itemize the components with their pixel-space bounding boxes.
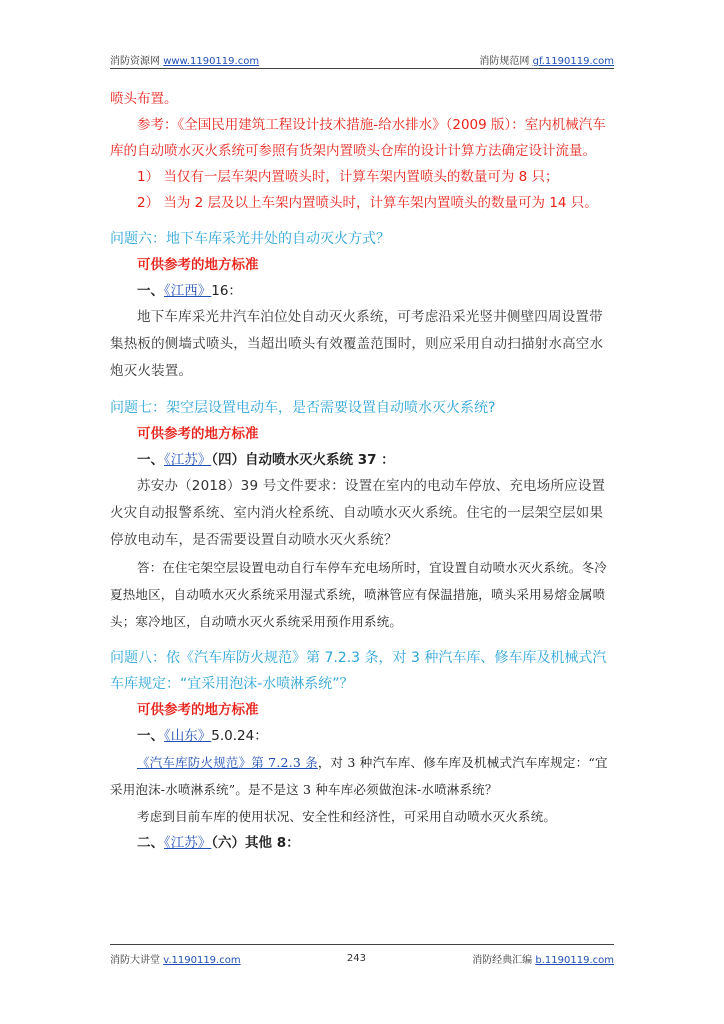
source-link-shandong[interactable]: 《山东》 [164,728,212,744]
question-6: 问题六：地下车库采光井处的自动灭火方式？ [110,231,390,247]
footer-right-link[interactable]: b.1190119.com [535,954,614,966]
question-8-body [110,749,616,803]
question-6-body: 地下车库采光井汽车泊位处自动灭火系统，可考虑沿采光竖井侧壁四周设置带集热板的侧墙式喷头，当超出喷头有效覆盖范围时，则应采用自动扫描射水高空水炮灭火装置。 [110,309,604,379]
page-footer [110,951,614,965]
source-link-jiangsu[interactable]: 《江苏》 [164,452,212,468]
footer-left [110,951,241,966]
question-7-standard: 可供参考的地方标准 [137,426,259,442]
source-prefix: 二、 [137,835,164,851]
question-7-body: 苏安办（2018）39 号文件要求：设置在室内的电动车停放、充电场所应设置火灾自动报警系统、室内消火栓系统、自动喷水灭火系统。住宅的一层架空层如果停放电动车，是否需要设置自动喷水灭火系统？ [110,478,606,548]
header-right-link[interactable]: gf.1190119.com [532,56,614,67]
footer-left-link[interactable]: v.1190119.com [163,954,241,966]
source-suffix: （六）其他 8： [211,835,300,851]
question-6-standard: 可供参考的地方标准 [137,257,259,273]
question-7-answer: 答：在住宅架空层设置电动自行车停车充电场所时，宜设置自动喷水灭火系统。冬冷夏热地区，自动喷水灭火系统采用湿式系统，喷淋管应有保温措施，喷头采用易熔金属喷头；寒冷地区，自动喷水灭火系统采用预作用系统。 [110,560,607,629]
question-8-body-text: ，对 3 种汽车库、修车库及机械式汽车库规定：“宜采用泡沫-水喷淋系统”。是不是这 3 种车库必须做泡沫-水喷淋系统？ [110,755,608,797]
header-left-link[interactable]: www.1190119.com [163,56,260,67]
header-left [110,52,259,66]
source-suffix: （四）自动喷水灭火系统 37 ： [211,452,395,468]
question-7: 问题七：架空层设置电动车，是否需要设置自动喷水灭火系统? [110,400,496,416]
regulation-link[interactable]: 《汽车库防火规范》第 7.2.3 条 [137,755,318,770]
source-suffix: 5.0.24： [211,728,268,744]
footer-right [472,951,614,966]
question-8: 问题八：依《汽车库防火规范》第 7.2.3 条，对 3 种汽车库、修车库及机械式汽车库规定：“宜采用泡沫-水喷淋系统”？ [110,650,607,692]
reference-paragraph: 参考：《全国民用建筑工程设计技术措施-给水排水》（2009 版）：室内机械汽车库的自动喷水灭火系统可参照有货架内置喷头仓库的设计计算方法确定设计流量。 [110,117,606,159]
source-link-jiangsu-2[interactable]: 《江苏》 [164,835,212,851]
source-suffix: 16： [211,283,242,299]
footer-left-label: 消防大讲堂 [110,954,160,966]
header-right [479,52,614,66]
footer-right-label: 消防经典汇编 [472,954,533,966]
source-link-jiangxi[interactable]: 《江西》 [164,283,212,299]
reference-item-2: 2） 当为 2 层及以上车架内置喷头时，计算车架内置喷头的数量可为 14 只。 [137,195,598,211]
question-8-standard: 可供参考的地方标准 [137,702,259,718]
intro-line: 喷头布置。 [110,91,178,107]
question-8-source-2 [110,830,616,856]
page-header [110,52,614,66]
header-left-label: 消防资源网 [110,56,160,67]
page-number: 243 [346,952,366,964]
source-prefix: 一、 [137,452,164,468]
question-7-source [110,447,616,473]
header-right-label: 消防规范网 [479,56,530,67]
question-6-source [110,278,616,304]
reference-item-1: 1） 当仅有一层车架内置喷头时，计算车架内置喷头的数量可为 8 只； [137,169,559,185]
question-8-source [110,723,616,749]
page-content [110,86,616,856]
question-8-answer: 考虑到目前车库的使用状况、安全性和经济性，可采用自动喷水灭火系统。 [137,809,557,824]
footer-divider [110,944,614,945]
source-prefix: 一、 [137,283,164,299]
source-prefix: 一、 [137,728,164,744]
header-divider [110,68,614,69]
